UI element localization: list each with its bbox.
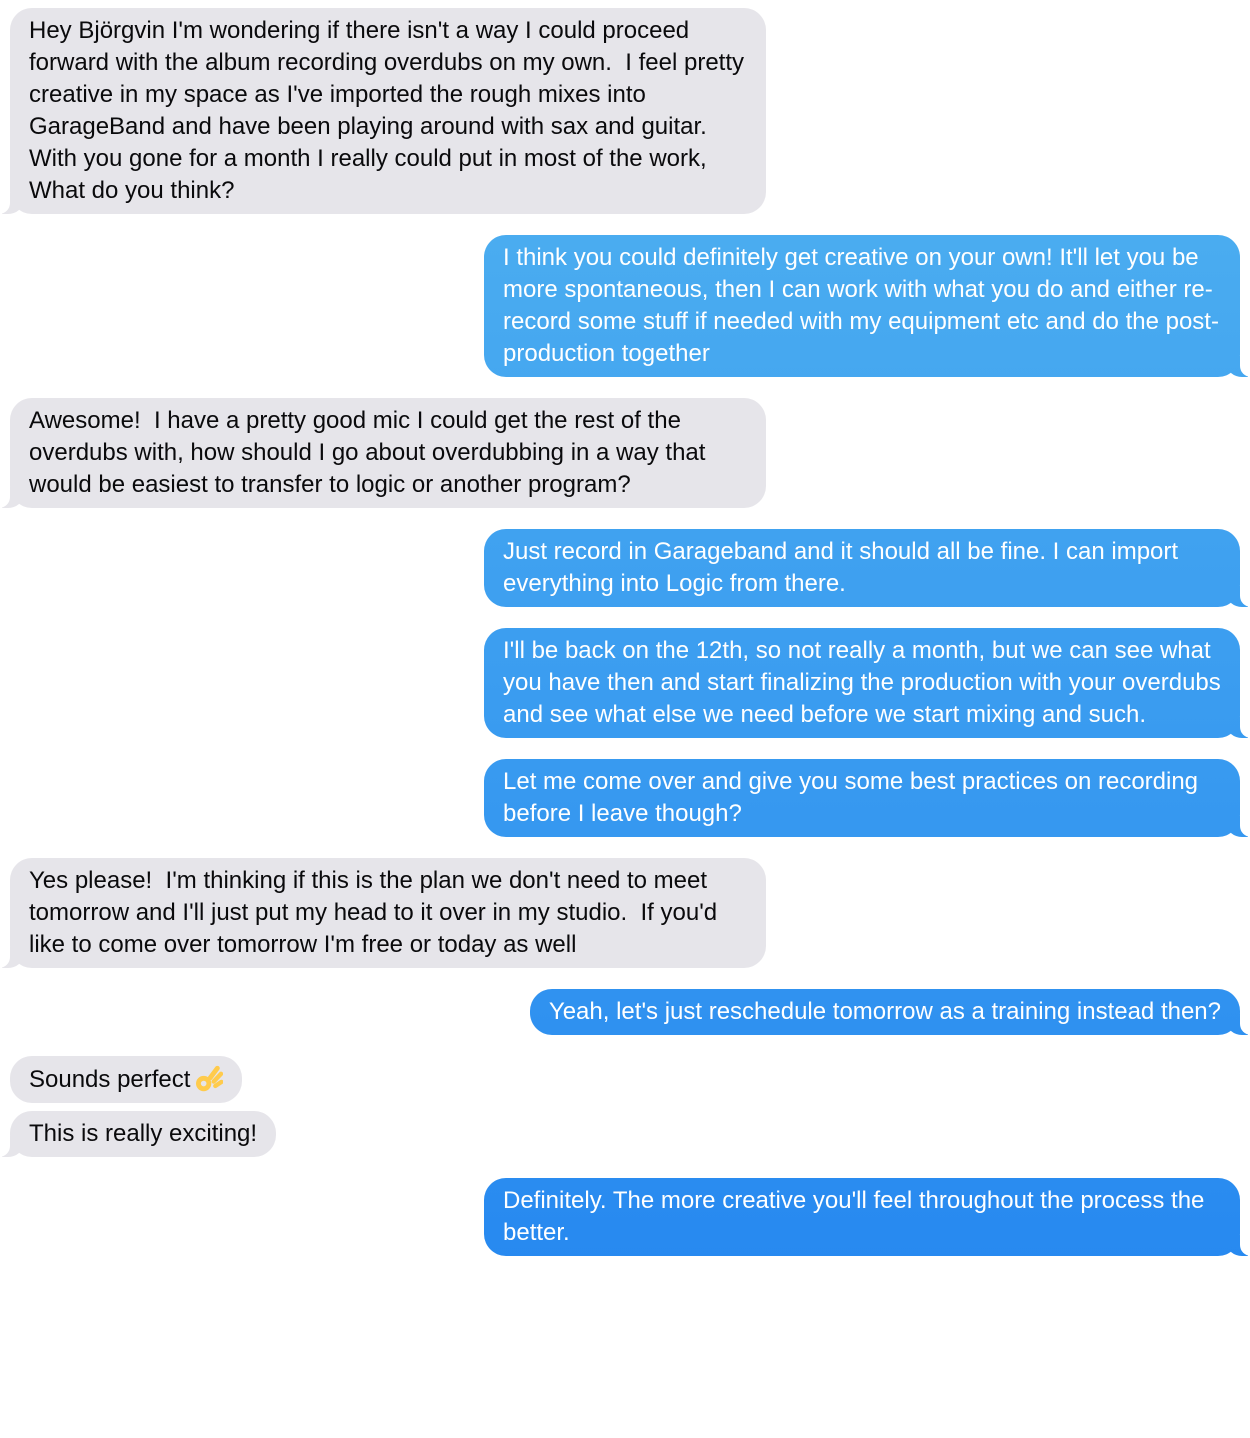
sent-message-bubble[interactable] [484, 759, 1240, 837]
received-message-bubble[interactable] [10, 8, 766, 214]
message-text: Let me come over and give you some best practices on recording before I leave though? [503, 768, 1205, 827]
message-row [10, 398, 1240, 508]
sent-message-bubble[interactable] [484, 628, 1240, 738]
sent-message-bubble[interactable] [530, 989, 1240, 1035]
message-text: This is really exciting! [29, 1120, 258, 1147]
message-text: Hey Björgvin I'm wondering if there isn't a way I could proceed forward with the album recording overdubs on my own. I feel pretty creative in my space as I've imported the rough mixes into GarageBand and have been playing around with sax and guitar. With you gone for a month I really could put in most of the work, What do you think? [29, 17, 751, 204]
received-message-bubble[interactable] [10, 1111, 276, 1157]
message-row [10, 1178, 1240, 1256]
message-row [10, 858, 1240, 968]
message-row [10, 628, 1240, 738]
message-row [10, 759, 1240, 837]
ok-hand-emoji [194, 1063, 223, 1092]
message-text: Sounds perfect [29, 1066, 191, 1093]
message-text: Yes please! I'm thinking if this is the plan we don't need to meet tomorrow and I'll just put my head to it over in my studio. If you'd like to come over tomorrow I'm free or today as well [29, 867, 724, 958]
message-row [10, 1111, 1240, 1157]
message-text: I think you could definitely get creative on your own! It'll let you be more spontaneous, then I can work with what you do and either re-record some stuff if needed with my equipment etc and do the post-production together [503, 244, 1219, 367]
message-text: I'll be back on the 12th, so not really a month, but we can see what you have then and start finalizing the production with your overdubs and see what else we need before we start mixing and such. [503, 637, 1228, 728]
received-message-bubble[interactable] [10, 1056, 242, 1103]
received-message-bubble[interactable] [10, 398, 766, 508]
message-row [10, 1056, 1240, 1103]
message-row [10, 8, 1240, 214]
message-row [10, 989, 1240, 1035]
message-text: Yeah, let's just reschedule tomorrow as a training instead then? [548, 998, 1221, 1025]
message-row [10, 529, 1240, 607]
received-message-bubble[interactable] [10, 858, 766, 968]
sent-message-bubble[interactable] [484, 1178, 1240, 1256]
message-row [10, 235, 1240, 377]
message-text: Definitely. The more creative you'll feel throughout the process the better. [503, 1187, 1212, 1246]
sent-message-bubble[interactable] [484, 529, 1240, 607]
message-text: Just record in Garageband and it should all be fine. I can import everything into Logic from there. [503, 538, 1185, 597]
message-text: Awesome! I have a pretty good mic I could get the rest of the overdubs with, how should I go about overdubbing in a way that would be easiest to transfer to logic or another program? [29, 407, 713, 498]
sent-message-bubble[interactable] [484, 235, 1240, 377]
